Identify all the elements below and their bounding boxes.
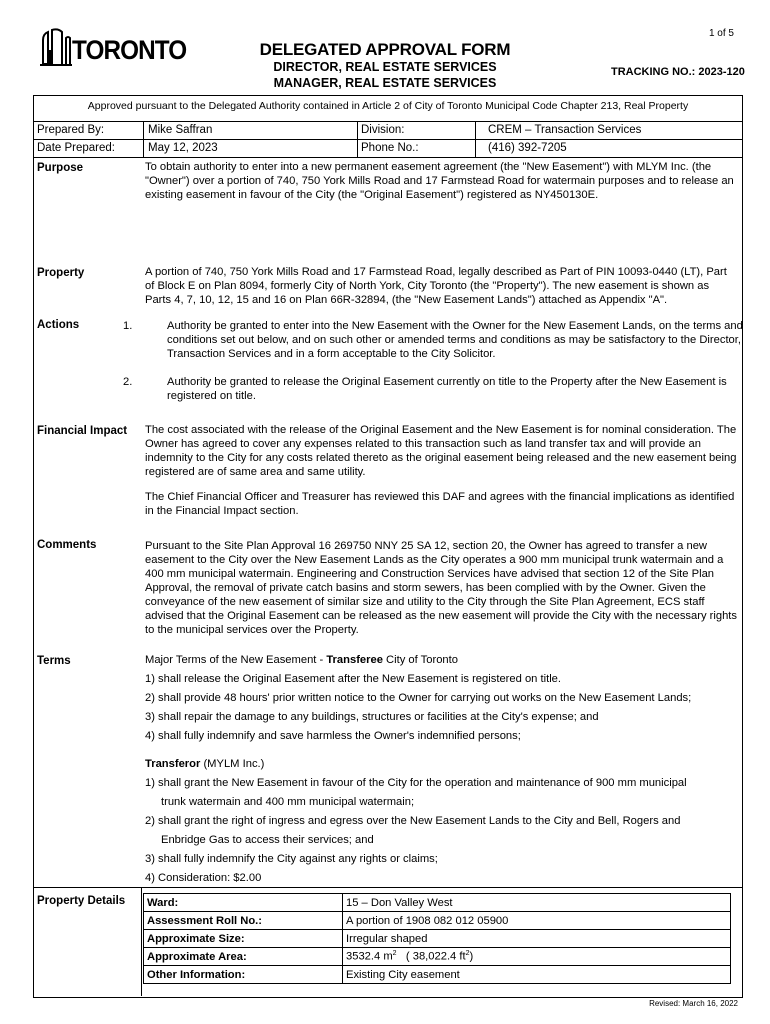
transferee-term: 3) shall repair the damage to any buildings, structures or facilities at the City's expense; and: [145, 711, 599, 723]
financial-impact-label: Financial Impact: [37, 425, 128, 437]
approval-authority-text: Approved pursuant to the Delegated Authority contained in Article 2 of City of Toronto Municipal Code Chapter 213, Real Property: [87, 100, 689, 112]
tracking-number: TRACKING NO.: 2023-120: [611, 66, 745, 78]
property-text: A portion of 740, 750 York Mills Road and 17 Farmstead Road, legally described as Part of PIN 10093-0440 (LT), Part of Block E on Plan 8094, formerly City of North York, City Toronto (the "Property"). The new easement is shown as Parts 4, 7, 10, 12, 15 and 16 on Plan 66R-32894, (the "New Easement Lands") attached as Appendix "A".: [145, 266, 727, 306]
purpose-text: To obtain authority to enter into a new permanent easement agreement (the "New Easement") with MLYM Inc. (the "Owner") over a portion of 740, 750 York Mills Road and 17 Farmstead Road for watermain purposes and to release an existing easement in favour of the City (the "Original Easement") registered as NY450130E.: [145, 161, 734, 201]
divider: [33, 157, 743, 158]
page-indicator: 1 of 5: [708, 28, 734, 39]
transferor-term: 2) shall grant the right of ingress and egress over the New Easement Lands to the City and Bell, Rogers and: [145, 815, 681, 827]
form-subtitle-manager: MANAGER, REAL ESTATE SERVICES: [273, 76, 497, 90]
divider: [33, 887, 743, 888]
transferor-heading: Transferor (MYLM Inc.): [145, 758, 265, 770]
transferee-term: 2) shall provide 48 hours' prior written notice to the Owner for carrying out works on the New Easement Lands;: [145, 692, 692, 704]
phone-value: (416) 392-7205: [488, 142, 567, 154]
detail-key: Assessment Roll No.:: [144, 912, 343, 930]
division-label: Division:: [361, 124, 405, 136]
action-number: 2.: [123, 376, 133, 388]
action-number: 1.: [123, 320, 133, 332]
detail-value: 15 – Don Valley West: [343, 894, 731, 912]
property-details-label: Property Details: [37, 895, 126, 907]
divider: [141, 887, 142, 996]
action-text: Authority be granted to release the Original Easement currently on title to the Property after the New Easement is registered on title.: [167, 376, 727, 402]
form-title: DELEGATED APPROVAL FORM: [259, 40, 511, 59]
comments-text: Pursuant to the Site Plan Approval 16 269750 NNY 25 SA 12, section 20, the Owner has agreed to transfer a new easement to the City over the New Easement Lands as the City operates a 900 mm municipal trunk watermain and a 400 mm municipal watermain. Engineering and Construction Services have advised that section 12 of the Site Plan Approval, the removal of private catch basins and storm sewers, has been complied with by the Owner. Given the conveyance of the new easement of similar size and utility to the City through the Site Plan Agreement, ECS staff advised that the Original Easement can be released as the new easement will provide the City with the necessary rights to the municipal services over the Property.: [145, 540, 738, 636]
table-row: [144, 894, 731, 912]
detail-value: Irregular shaped: [343, 930, 731, 948]
transferor-term-cont: trunk watermain and 400 mm municipal watermain;: [161, 796, 415, 808]
terms-label: Terms: [37, 655, 71, 667]
division-value: CREM – Transaction Services: [488, 124, 642, 136]
action-text: Authority be granted to enter into the New Easement with the Owner for the New Easement Lands, on the terms and conditions set out below, and on such other or amended terms and conditions as may be satisfactory to the Director, Transaction Services and in a form acceptable to the City Solicitor.: [167, 320, 743, 360]
terms-block: [145, 651, 737, 746]
terms-intro: Major Terms of the New Easement - Transferee City of Toronto: [145, 654, 458, 666]
prepared-by-value: Mike Saffran: [148, 124, 213, 136]
detail-key: Approximate Area:: [144, 948, 343, 966]
logo-wordmark: TORONTO: [72, 35, 187, 65]
comments-label: Comments: [37, 539, 97, 551]
actions-label: Actions: [37, 319, 80, 331]
financial-impact-text: The cost associated with the release of the Original Easement and the New Easement is for nominal consideration. The Owner has agreed to cover any expenses related to this transaction such as land transfer tax and will provide an indemnity to the City for any costs related thereto as the original easement being released and the new easement being registered are of same area and same utility.: [145, 424, 737, 478]
action-item: [123, 319, 759, 361]
detail-key: Approximate Size:: [144, 930, 343, 948]
financial-review-text: The Chief Financial Officer and Treasurer has reviewed this DAF and agrees with the financial implications as identified in the Financial Impact section.: [145, 491, 735, 517]
table-row: [144, 930, 731, 948]
prepared-by-label: Prepared By:: [37, 124, 105, 136]
table-row: [144, 948, 731, 966]
toronto-logo: [40, 26, 187, 70]
date-prepared-value: May 12, 2023: [148, 142, 218, 154]
detail-value: A portion of 1908 082 012 05900: [343, 912, 731, 930]
detail-key: Ward:: [144, 894, 343, 912]
divider: [33, 139, 743, 140]
transferee-term: 1) shall release the Original Easement after the New Easement is registered on title.: [145, 673, 562, 685]
phone-label: Phone No.:: [361, 142, 419, 154]
transferee-term: 4) shall fully indemnify and save harmless the Owner's indemnified persons;: [145, 730, 521, 742]
table-row: [144, 912, 731, 930]
detail-value: 3532.4 $m^2$ ( 38,022.4 $ft^2$): [343, 948, 731, 966]
purpose-label: Purpose: [37, 162, 84, 174]
detail-key: Other Information:: [144, 966, 343, 984]
transferor-term: 4) Consideration: $2.00: [145, 872, 262, 884]
transferor-term: 1) shall grant the New Easement in favour of the City for the operation and maintenance of 900 mm municipal: [145, 777, 687, 789]
revised-date: Revised: March 16, 2022: [649, 999, 738, 1008]
property-label: Property: [37, 267, 85, 279]
action-item: [123, 375, 759, 403]
transferor-term: 3) shall fully indemnify the City against any rights or claims;: [145, 853, 438, 865]
detail-value: Existing City easement: [343, 966, 731, 984]
transferor-block: [145, 755, 737, 888]
property-details-table: [143, 893, 731, 984]
date-prepared-label: Date Prepared:: [37, 142, 115, 154]
divider: [33, 121, 743, 122]
city-hall-icon: [40, 26, 72, 66]
form-subtitle-director: DIRECTOR, REAL ESTATE SERVICES: [273, 60, 497, 74]
table-row: [144, 966, 731, 984]
transferor-term-cont: Enbridge Gas to access their services; and: [161, 834, 374, 846]
